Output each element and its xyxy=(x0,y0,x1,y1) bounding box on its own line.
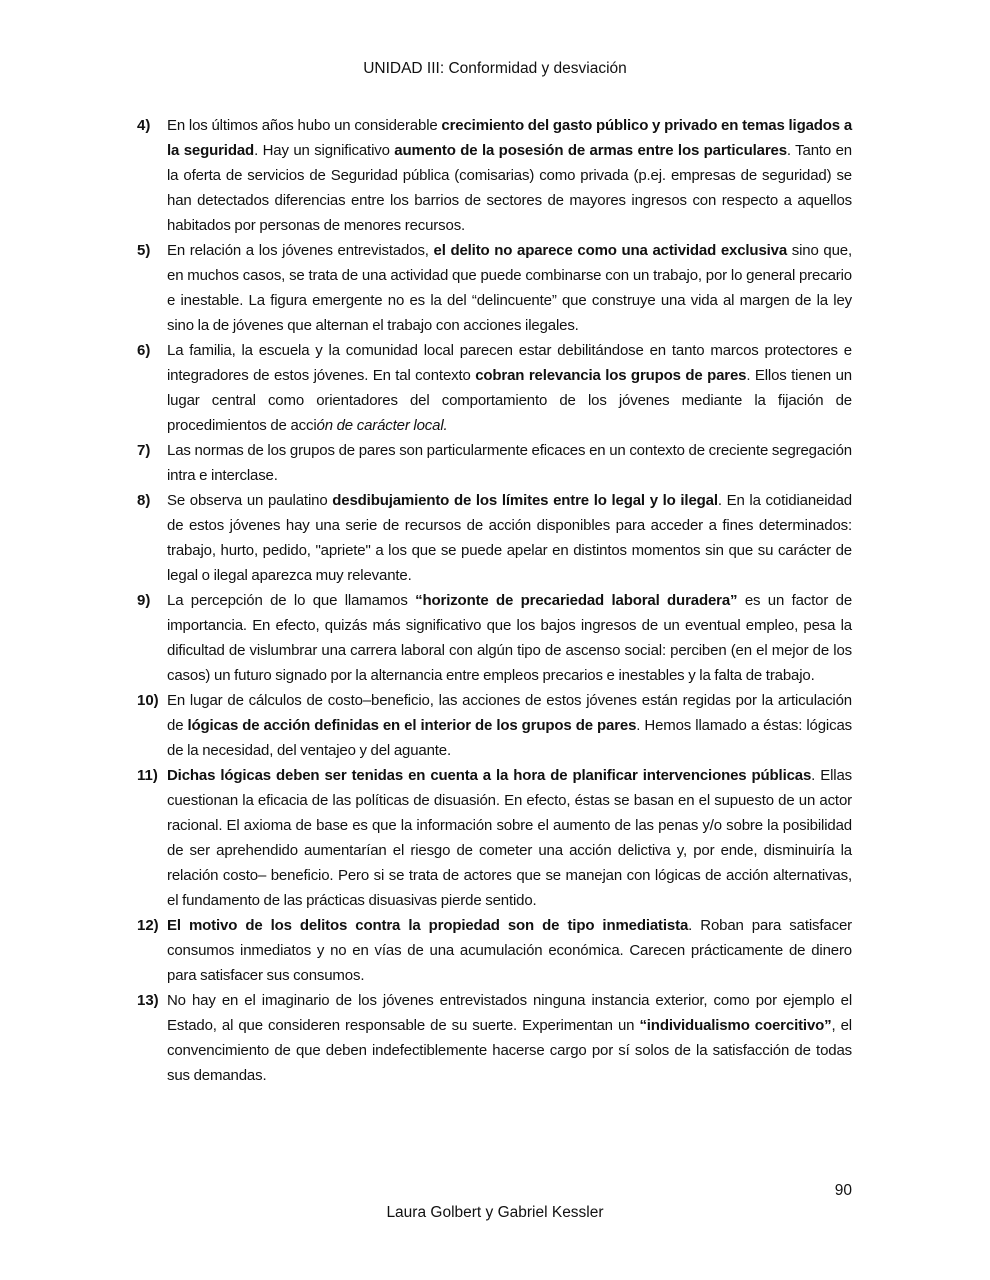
list-item-number: 9) xyxy=(137,592,151,609)
text-segment: . Hemos llamado a éstas: lógicas de la necesidad, del ventajeo y del aguante. xyxy=(167,717,852,759)
bold-text: El motivo de los delitos contra la propiedad son de tipo inmediatista xyxy=(167,917,689,934)
text-segment: , el convencimiento de que deben indefectiblemente hacerse cargo por sí solos de la satisfacción de todas sus demandas. xyxy=(167,1017,852,1084)
list-item xyxy=(137,238,852,338)
list-item xyxy=(137,488,852,588)
list-item-number: 12) xyxy=(137,917,159,934)
text-segment: No hay en el imaginario de los jóvenes entrevistados ninguna instancia exterior, como por ejemplo el Estado, al que consideren responsable de su suerte. Experimentan un xyxy=(167,992,852,1034)
text-segment: En lugar de cálculos de costo–beneficio, las acciones de estos jóvenes están regidas por la articulación de xyxy=(167,692,852,734)
list-item-text xyxy=(167,238,852,338)
list-item-number: 5) xyxy=(137,242,151,259)
text-segment: . Tanto en la oferta de servicios de Seguridad pública (comisarias) como privada (p.ej. empresas de seguridad) se han detectados diferencias entre los barrios de sectores de mayores ingresos con respecto a aquellos habitados por personas de menores recursos. xyxy=(167,142,852,234)
text-segment: . Ellos tienen un lugar central como orientadores del comportamiento de los jóvenes mediante la fijación de procedimientos de acci xyxy=(167,367,852,434)
text-segment: es un factor de importancia. En efecto, quizás más significativo que los bajos ingresos de un eventual empleo, pesa la dificultad de vislumbrar una carrera laboral con algún tipo de ascenso social: perciben (en el mejor de los casos) un futuro signado por la alternancia entre empleos precarios e inestables y la falta de trabajo. xyxy=(167,592,853,684)
text-segment: . Ellas cuestionan la eficacia de las políticas de disuasión. En efecto, éstas se basan en el supuesto de un actor racional. El axioma de base es que la información sobre el aumento de las penas y/o sobre la posibilidad de ser aprehendido aumentarían el riesgo de cometer una acción delictiva y, por ende, disminuiría la relación costo– beneficio. Pero si se trata de actores que se manejan con lógicas de acción alternativas, el fundamento de las prácticas disuasivas pierde sentido. xyxy=(167,767,852,909)
list-item-text xyxy=(167,988,852,1088)
list-item xyxy=(137,113,852,238)
bold-text: lógicas de acción definidas en el interior de los grupos de pares xyxy=(187,717,637,734)
text-segment: La familia, la escuela y la comunidad local parecen estar debilitándose en tanto marcos protectores e integradores de estos jóvenes. En tal contexto xyxy=(167,342,852,384)
list-item-number: 6) xyxy=(137,342,151,359)
page-header: UNIDAD III: Conformidad y desviación xyxy=(363,60,627,77)
list-item-number: 7) xyxy=(137,442,151,459)
list-item xyxy=(137,913,852,988)
bold-text: crecimiento del gasto público y privado en temas ligados a la seguridad xyxy=(167,117,853,159)
list-item xyxy=(137,763,852,913)
list-item-text xyxy=(167,438,852,488)
italic-text: ón de carácter local. xyxy=(316,417,448,434)
text-segment: . Hay un significativo xyxy=(254,142,395,159)
text-segment: En relación a los jóvenes entrevistados, xyxy=(167,242,434,259)
list-item-text xyxy=(167,688,852,763)
list-item-number: 11) xyxy=(137,767,158,784)
list-item xyxy=(137,588,852,688)
text-segment: La percepción de lo que llamamos xyxy=(167,592,416,609)
page-number: 90 xyxy=(834,1182,852,1199)
list-item xyxy=(137,988,852,1088)
bold-text: Dichas lógicas deben ser tenidas en cuenta a la hora de planificar intervenciones públicas xyxy=(167,767,812,784)
text-segment: En los últimos años hubo un considerable xyxy=(167,117,442,134)
list-item-number: 10) xyxy=(137,692,159,709)
text-segment: Las normas de los grupos de pares son particularmente eficaces en un contexto de creciente segregación intra e interclase. xyxy=(167,442,852,484)
list-item-text xyxy=(167,338,852,438)
text-segment: . Roban para satisfacer consumos inmediatos y no en vías de una acumulación económica. Carecen prácticamente de dinero para satisfacer sus consumos. xyxy=(167,917,852,984)
list-item-text xyxy=(167,588,852,688)
bold-text: cobran relevancia los grupos de pares xyxy=(475,367,747,384)
list-item-text xyxy=(167,113,852,238)
list-item xyxy=(137,338,852,438)
list-item-number: 4) xyxy=(137,117,151,134)
bold-text: el delito no aparece como una actividad exclusiva xyxy=(433,242,788,259)
list-item xyxy=(137,438,852,488)
text-segment: sino que, en muchos casos, se trata de una actividad que puede combinarse con un trabajo, por lo general precario e inestable. La figura emergente no es la del “delincuente” que construye una vida al margen de la ley sino la de jóvenes que alternan el trabajo con acciones ilegales. xyxy=(167,242,852,334)
list-item-text xyxy=(167,488,852,588)
bold-text: aumento de la posesión de armas entre los particulares xyxy=(394,142,787,159)
numbered-list xyxy=(137,113,852,1088)
list-item-text xyxy=(167,913,852,988)
list-item-number: 8) xyxy=(137,492,151,509)
bold-text: “horizonte de precariedad laboral duradera” xyxy=(415,592,738,609)
list-item-text xyxy=(167,763,852,913)
page-footer-authors: Laura Golbert y Gabriel Kessler xyxy=(386,1204,604,1221)
bold-text: “individualismo coercitivo” xyxy=(639,1017,832,1034)
text-segment: Se observa un paulatino xyxy=(167,492,333,509)
bold-text: desdibujamiento de los límites entre lo legal y lo ilegal xyxy=(332,492,718,509)
list-item-number: 13) xyxy=(137,992,159,1009)
text-segment: . En la cotidianeidad de estos jóvenes hay una serie de recursos de acción disponibles para acceder a fines determinados: trabajo, hurto, pedido, "apriete" a los que se puede apelar en distintos momentos sin que su carácter de legal o ilegal aparezca muy relevante. xyxy=(167,492,853,584)
list-item xyxy=(137,688,852,763)
